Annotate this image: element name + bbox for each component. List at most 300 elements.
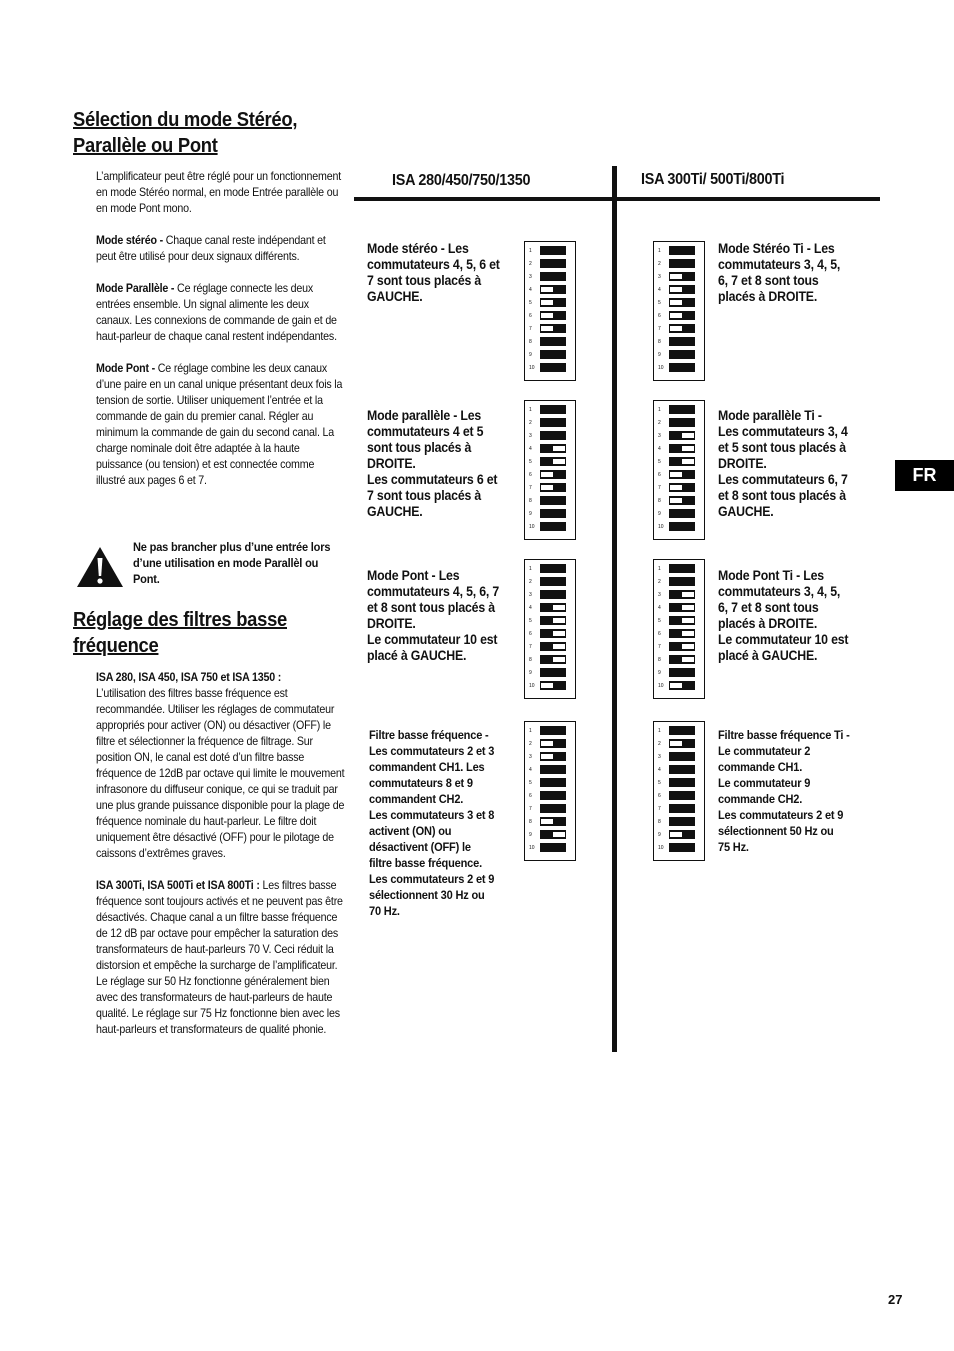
parallel-paragraph <box>96 281 346 345</box>
switch-lever-right <box>681 458 695 465</box>
switch-slot <box>540 272 566 281</box>
caption-line: Les commutateurs 6, 7 <box>718 472 848 487</box>
caption-line: commutateurs 3, 4, 5, <box>718 584 841 599</box>
switch-slot <box>540 405 566 414</box>
dip-switch-9 <box>657 508 701 521</box>
switch-number: 3 <box>658 592 661 598</box>
bridge-text: Ce réglage combine les deux canaux d’une paire en un canal unique présentant deux fois la tension de sortie. Utiliser uniquement l’entrée et la commande de gain du premier canal. Régler au minimum la commande de gain du second canal. La charge nominale doit être adaptée à la haute puissance (ou tension) et est connectée comme illustré aux pages 6 et 7. <box>96 362 343 487</box>
dip-switch-3 <box>657 589 701 602</box>
dip-switch-7 <box>657 482 701 495</box>
switch-slot <box>540 418 566 427</box>
dip-switch-2 <box>528 258 572 271</box>
switch-number: 2 <box>529 261 532 267</box>
warning-icon <box>75 545 125 589</box>
caption-line: Mode stéréo - Les <box>367 241 469 256</box>
caption-line: Mode parallèle Ti - <box>718 408 822 423</box>
dip-switch-6 <box>528 469 572 482</box>
caption-line: Filtre basse fréquence - <box>369 728 489 742</box>
switch-slot <box>540 363 566 372</box>
switch-lever-right <box>552 656 566 663</box>
switch-lever-left <box>540 471 554 478</box>
page-number: 27 <box>888 1292 903 1307</box>
dip-switch-5 <box>657 615 701 628</box>
switch-lever-right <box>681 604 695 611</box>
parallel-text: Ce réglage connecte les deux entrées ensemble. Un signal alimente les deux canaux. Les connexions de commande de gain et de haut-parleur de chaque canal restent indépendantes. <box>96 282 337 343</box>
switch-lever-right <box>552 617 566 624</box>
dip-switch-4 <box>528 764 572 777</box>
switch-number: 6 <box>529 793 532 799</box>
dip-switch-6 <box>657 469 701 482</box>
switch-lever-left <box>540 682 554 689</box>
switch-caption <box>367 408 519 520</box>
switch-caption <box>718 727 870 855</box>
switch-number: 7 <box>658 806 661 812</box>
switch-lever-left <box>669 497 683 504</box>
switch-number: 7 <box>658 485 661 491</box>
dip-switch-10 <box>657 521 701 534</box>
caption-line: DROITE. <box>367 456 416 471</box>
dip-switch-6 <box>657 310 701 323</box>
language-tab: FR <box>895 460 954 491</box>
caption-line: filtre basse fréquence. <box>369 856 482 870</box>
heading-line: Sélection du mode Stéréo, <box>73 109 298 131</box>
switch-number: 3 <box>658 274 661 280</box>
switch-number: 5 <box>529 618 532 624</box>
caption-line: DROITE. <box>367 616 416 631</box>
switch-slot <box>540 577 566 586</box>
caption-line: commandent CH2. <box>369 792 464 806</box>
switch-number: 9 <box>658 832 661 838</box>
switch-slot <box>540 259 566 268</box>
switch-slot <box>540 564 566 573</box>
dip-switch-3 <box>657 271 701 284</box>
switch-slot <box>540 350 566 359</box>
caption-line: GAUCHE. <box>367 289 423 304</box>
dip-switch-1 <box>657 563 701 576</box>
dip-switch-3 <box>528 430 572 443</box>
switch-slot <box>540 668 566 677</box>
dip-switch-4 <box>528 602 572 615</box>
dip-switch-7 <box>657 803 701 816</box>
switch-number: 9 <box>529 511 532 517</box>
switch-number: 1 <box>658 728 661 734</box>
dip-switch-block <box>524 241 576 381</box>
switch-slot <box>669 259 695 268</box>
switch-number: 10 <box>658 524 664 530</box>
dip-switch-block <box>524 721 576 861</box>
switch-number: 1 <box>529 728 532 734</box>
switch-number: 1 <box>658 566 661 572</box>
dip-switch-8 <box>657 495 701 508</box>
caption-line: Les commutateurs 2 et 9 <box>718 808 844 822</box>
switch-number: 9 <box>658 352 661 358</box>
dip-switch-10 <box>657 680 701 693</box>
dip-switch-3 <box>528 271 572 284</box>
switch-lever-left <box>669 740 683 747</box>
dip-switch-6 <box>528 628 572 641</box>
dip-switch-5 <box>657 297 701 310</box>
switch-lever-right <box>552 445 566 452</box>
switch-number: 10 <box>529 524 535 530</box>
switch-number: 5 <box>658 459 661 465</box>
switch-number: 4 <box>658 767 661 773</box>
caption-line: Les commutateurs 3 et 8 <box>369 808 495 822</box>
dip-switch-5 <box>657 777 701 790</box>
switch-lever-left <box>669 484 683 491</box>
dip-switch-1 <box>657 404 701 417</box>
switch-slot <box>669 765 695 774</box>
switch-slot <box>540 496 566 505</box>
switch-lever-left <box>540 286 554 293</box>
warning-text: Ne pas brancher plus d’une entrée lors d’une utilisation en mode Parallèl ou Pont. <box>133 540 331 586</box>
caption-line: GAUCHE. <box>718 504 774 519</box>
switch-number: 1 <box>529 566 532 572</box>
dip-switch-5 <box>528 297 572 310</box>
switch-slot <box>540 590 566 599</box>
switch-number: 9 <box>658 511 661 517</box>
dip-switch-8 <box>528 495 572 508</box>
dip-switch-1 <box>528 563 572 576</box>
isa-models-label: ISA 280, ISA 450, ISA 750 et ISA 1350 : <box>96 671 282 684</box>
section-heading-filter <box>73 607 367 659</box>
caption-line: placés à DROITE. <box>718 616 818 631</box>
bridge-paragraph <box>96 361 346 489</box>
switch-slot <box>669 817 695 826</box>
dip-switch-2 <box>657 417 701 430</box>
dip-switch-5 <box>528 777 572 790</box>
switch-number: 8 <box>658 339 661 345</box>
switch-slot <box>540 337 566 346</box>
heading-line: Réglage des filtres basse <box>73 609 288 631</box>
switch-number: 3 <box>529 433 532 439</box>
heading-line: Parallèle ou Pont <box>73 135 218 157</box>
caption-line: Filtre basse fréquence Ti - <box>718 728 850 742</box>
switch-lever-left <box>669 471 683 478</box>
dip-switch-9 <box>657 829 701 842</box>
dip-switch-block <box>653 721 705 861</box>
caption-line: Les commutateurs 2 et 9 <box>369 872 495 886</box>
caption-line: Mode Pont Ti - Les <box>718 568 824 583</box>
switch-slot <box>540 431 566 440</box>
dip-switch-6 <box>657 628 701 641</box>
switch-lever-left <box>669 325 683 332</box>
caption-line: Les commutateurs 3, 4 <box>718 424 848 439</box>
switch-lever-left <box>669 682 683 689</box>
switch-number: 6 <box>529 313 532 319</box>
dip-switch-4 <box>657 602 701 615</box>
switch-number: 7 <box>658 644 661 650</box>
switch-number: 8 <box>529 657 532 663</box>
switch-lever-right <box>681 630 695 637</box>
switch-number: 3 <box>529 754 532 760</box>
switch-lever-left <box>540 312 554 319</box>
switch-number: 8 <box>658 657 661 663</box>
switch-number: 3 <box>658 433 661 439</box>
caption-line: sélectionnent 30 Hz ou <box>369 888 485 902</box>
caption-line: DROITE. <box>718 456 767 471</box>
dip-switch-8 <box>657 336 701 349</box>
dip-switch-block <box>524 400 576 540</box>
switch-slot <box>669 337 695 346</box>
caption-line: Les commutateurs 2 et 3 <box>369 744 495 758</box>
dip-switch-7 <box>657 641 701 654</box>
switch-lever-left <box>540 753 554 760</box>
switch-slot <box>669 405 695 414</box>
switch-number: 6 <box>658 793 661 799</box>
switch-slot <box>669 804 695 813</box>
switch-number: 8 <box>529 819 532 825</box>
caption-line: placé à GAUCHE. <box>718 648 818 663</box>
switch-lever-right <box>681 591 695 598</box>
switch-number: 1 <box>658 407 661 413</box>
switch-slot <box>669 778 695 787</box>
dip-switch-6 <box>657 790 701 803</box>
switch-number: 4 <box>529 605 532 611</box>
dip-switch-4 <box>528 443 572 456</box>
switch-number: 4 <box>529 446 532 452</box>
switch-number: 5 <box>529 300 532 306</box>
dip-switch-8 <box>528 336 572 349</box>
caption-line: Le commutateur 2 <box>718 744 811 758</box>
switch-number: 7 <box>529 644 532 650</box>
caption-line: commutateurs 3, 4, 5, <box>718 257 841 272</box>
switch-slot <box>669 668 695 677</box>
switch-caption <box>367 241 519 305</box>
switch-lever-right <box>552 604 566 611</box>
switch-number: 6 <box>529 631 532 637</box>
dip-switch-4 <box>657 284 701 297</box>
dip-switch-3 <box>528 751 572 764</box>
switch-number: 10 <box>529 365 535 371</box>
table-rule-horizontal <box>354 197 880 201</box>
switch-number: 10 <box>529 845 535 851</box>
dip-switch-2 <box>657 738 701 751</box>
switch-number: 2 <box>658 741 661 747</box>
caption-line: Le commutateur 10 est <box>718 632 849 647</box>
caption-line: Le commutateur 10 est <box>367 632 498 647</box>
switch-slot <box>669 564 695 573</box>
switch-number: 2 <box>658 261 661 267</box>
dip-switch-1 <box>528 725 572 738</box>
switch-number: 4 <box>658 446 661 452</box>
switch-lever-right <box>552 458 566 465</box>
dip-switch-6 <box>528 790 572 803</box>
switch-number: 2 <box>529 579 532 585</box>
filter-description <box>96 670 346 1054</box>
heading-line: fréquence <box>73 635 159 657</box>
switch-number: 9 <box>529 670 532 676</box>
caption-line: Le commutateur 9 <box>718 776 811 790</box>
switch-lever-right <box>681 617 695 624</box>
switch-lever-left <box>669 286 683 293</box>
ti-models-text: Les filtres basse fréquence sont toujours activés et ne peuvent pas être désactivés. Chaque canal a un filtre basse fréquence de 12 dB par octave pour empêcher la saturation des transformateurs de haut-parleurs 70 V. Ceci réduit la distorsion et empêche la surcharge de l’amplificateur. Le réglage sur 50 Hz fonctionne généralement bien avec des transformateurs de haut-parleurs de haute qualité. Le réglage sur 75 Hz fonctionne bien avec les haut-parleurs et transformateurs de qualité phonie. <box>96 879 343 1036</box>
section-heading-mode <box>73 107 367 159</box>
dip-switch-2 <box>657 258 701 271</box>
switch-number: 8 <box>658 498 661 504</box>
parallel-label: Mode Parallèle - <box>96 282 178 295</box>
caption-line: Les commutateurs 6 et <box>367 472 498 487</box>
caption-line: commande CH1. <box>718 760 803 774</box>
dip-switch-9 <box>657 349 701 362</box>
switch-number: 7 <box>529 485 532 491</box>
switch-lever-right <box>681 432 695 439</box>
dip-switch-7 <box>657 323 701 336</box>
dip-switch-4 <box>528 284 572 297</box>
dip-switch-1 <box>657 725 701 738</box>
switch-caption <box>718 241 870 305</box>
switch-slot <box>669 246 695 255</box>
switch-number: 10 <box>658 365 664 371</box>
switch-lever-right <box>552 643 566 650</box>
column-head-ti: ISA 300Ti/ 500Ti/800Ti <box>641 171 785 188</box>
switch-slot <box>669 509 695 518</box>
dip-switch-8 <box>528 816 572 829</box>
stereo-label: Mode stéréo - <box>96 234 166 247</box>
switch-number: 2 <box>658 579 661 585</box>
switch-number: 5 <box>658 618 661 624</box>
switch-slot <box>540 246 566 255</box>
switch-lever-left <box>669 273 683 280</box>
dip-switch-4 <box>657 443 701 456</box>
switch-slot <box>669 791 695 800</box>
caption-line: placés à DROITE. <box>718 289 818 304</box>
switch-slot <box>540 522 566 531</box>
switch-number: 3 <box>529 592 532 598</box>
switch-number: 2 <box>529 420 532 426</box>
bridge-label: Mode Pont - <box>96 362 158 375</box>
switch-slot <box>540 791 566 800</box>
switch-number: 8 <box>658 819 661 825</box>
switch-lever-left <box>540 818 554 825</box>
dip-switch-1 <box>657 245 701 258</box>
switch-number: 5 <box>529 780 532 786</box>
caption-line: GAUCHE. <box>367 504 423 519</box>
dip-switch-9 <box>528 349 572 362</box>
caption-line: commutateurs 8 et 9 <box>369 776 473 790</box>
dip-switch-block <box>524 559 576 699</box>
switch-lever-left <box>669 312 683 319</box>
switch-number: 9 <box>529 832 532 838</box>
switch-number: 4 <box>529 767 532 773</box>
switch-caption <box>369 727 521 919</box>
isa-models-paragraph <box>96 670 346 862</box>
intro-paragraph: L’amplificateur peut être réglé pour un fonctionnement en mode Stéréo normal, en mode Entrée parallèle ou en mode Pont mono. <box>96 170 342 215</box>
switch-number: 7 <box>529 326 532 332</box>
dip-switch-8 <box>528 654 572 667</box>
caption-line: sélectionnent 50 Hz ou <box>718 824 834 838</box>
switch-lever-left <box>669 831 683 838</box>
caption-line: commutateurs 4, 5, 6, 7 <box>367 584 500 599</box>
caption-line: 6, 7 et 8 sont tous <box>718 273 819 288</box>
dip-switch-9 <box>528 667 572 680</box>
caption-line: commutateurs 4, 5, 6 et <box>367 257 500 272</box>
switch-slot <box>540 509 566 518</box>
dip-switch-10 <box>528 842 572 855</box>
dip-switch-9 <box>528 829 572 842</box>
switch-caption <box>367 568 519 664</box>
switch-caption <box>718 568 870 664</box>
switch-slot <box>540 765 566 774</box>
switch-number: 9 <box>658 670 661 676</box>
mode-description <box>96 169 346 505</box>
switch-number: 1 <box>658 248 661 254</box>
switch-lever-left <box>540 740 554 747</box>
switch-number: 10 <box>658 683 664 689</box>
dip-switch-5 <box>528 456 572 469</box>
switch-number: 3 <box>529 274 532 280</box>
caption-line: commande CH2. <box>718 792 803 806</box>
caption-line: 7 sont tous placés à <box>367 488 482 503</box>
switch-number: 6 <box>529 472 532 478</box>
caption-line: 6, 7 et 8 sont tous <box>718 600 819 615</box>
switch-slot <box>669 843 695 852</box>
dip-switch-3 <box>528 589 572 602</box>
switch-number: 7 <box>529 806 532 812</box>
dip-switch-7 <box>528 323 572 336</box>
switch-lever-right <box>681 445 695 452</box>
dip-switch-9 <box>528 508 572 521</box>
dip-switch-6 <box>528 310 572 323</box>
isa-models-text: L’utilisation des filtres basse fréquence est recommandée. Utiliser les réglages de commutateur appropriés pour activer (ON) ou désactiver (OFF) le filtre et sélectionner la fréquence de filtrage. Sur position ON, le canal est doté d’un filtre basse fréquence de 12dB par octave qui limite le mouvement infrasonore du diffuseur conique, ce qui se traduit par une plus grande puissance disponible pour la plage de fréquence nominale du haut-parleur. Le filtre doit uniquement être désactivé (OFF) pour le pilotage de caissons d’extrêmes graves. <box>96 687 345 860</box>
switch-number: 1 <box>529 248 532 254</box>
caption-line: 70 Hz. <box>369 904 400 918</box>
dip-switch-10 <box>657 362 701 375</box>
dip-switch-10 <box>657 842 701 855</box>
dip-switch-3 <box>657 751 701 764</box>
dip-switch-8 <box>657 816 701 829</box>
switch-slot <box>540 726 566 735</box>
dip-switch-5 <box>657 456 701 469</box>
switch-slot <box>669 363 695 372</box>
switch-slot <box>540 843 566 852</box>
caption-line: Mode Pont - Les <box>367 568 460 583</box>
switch-slot <box>669 752 695 761</box>
switch-slot <box>669 522 695 531</box>
table-rule-vertical <box>612 166 617 1052</box>
switch-lever-left <box>669 299 683 306</box>
switch-slot <box>669 726 695 735</box>
ti-models-label: ISA 300Ti, ISA 500Ti et ISA 800Ti : <box>96 879 263 892</box>
caption-line: 75 Hz. <box>718 840 749 854</box>
caption-line: commandent CH1. Les <box>369 760 485 774</box>
dip-switch-10 <box>528 521 572 534</box>
caption-line: et 8 sont tous placés à <box>718 488 846 503</box>
switch-number: 6 <box>658 631 661 637</box>
dip-switch-8 <box>657 654 701 667</box>
switch-number: 9 <box>529 352 532 358</box>
dip-switch-block <box>653 559 705 699</box>
dip-switch-2 <box>657 576 701 589</box>
switch-caption <box>718 408 870 520</box>
switch-lever-right <box>552 630 566 637</box>
switch-lever-left <box>540 484 554 491</box>
caption-line: placé à GAUCHE. <box>367 648 467 663</box>
switch-number: 7 <box>658 326 661 332</box>
caption-line: désactivent (OFF) le <box>369 840 471 854</box>
caption-line: activent (ON) ou <box>369 824 452 838</box>
caption-line: et 5 sont tous placés à <box>718 440 846 455</box>
switch-number: 10 <box>529 683 535 689</box>
switch-number: 4 <box>529 287 532 293</box>
dip-switch-2 <box>528 738 572 751</box>
dip-switch-9 <box>657 667 701 680</box>
dip-switch-10 <box>528 680 572 693</box>
switch-number: 2 <box>658 420 661 426</box>
switch-number: 5 <box>529 459 532 465</box>
switch-number: 2 <box>529 741 532 747</box>
switch-number: 3 <box>658 754 661 760</box>
dip-switch-7 <box>528 482 572 495</box>
